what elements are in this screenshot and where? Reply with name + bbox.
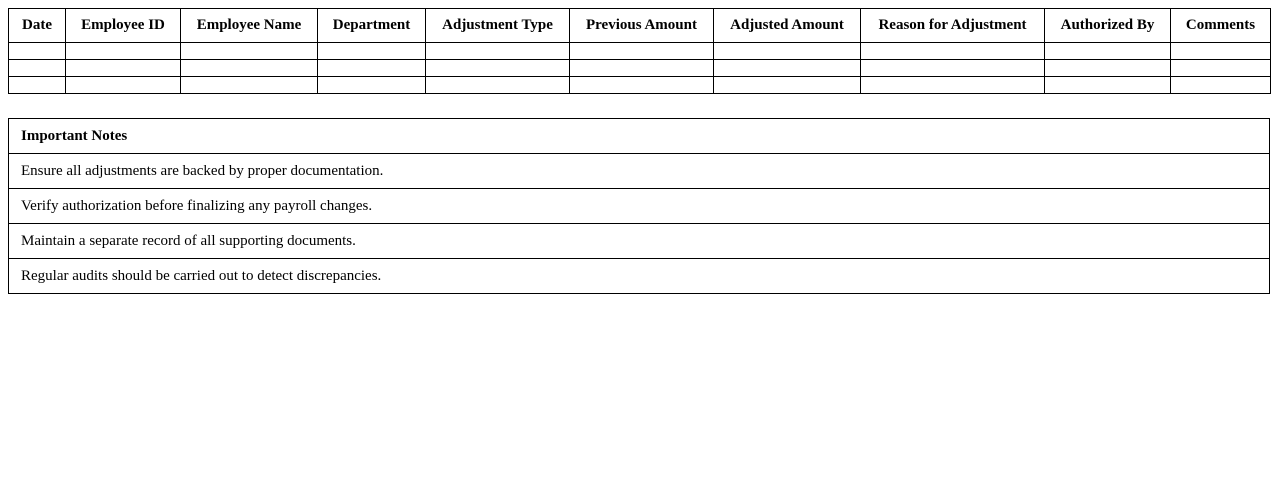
notes-header-row <box>9 119 1270 154</box>
column-header-employee-id: Employee ID <box>66 9 181 43</box>
cell-comments[interactable] <box>1171 77 1271 94</box>
cell-date[interactable] <box>9 77 66 94</box>
cell-employee-name[interactable] <box>181 60 318 77</box>
column-header-date: Date <box>9 9 66 43</box>
column-header-reason: Reason for Adjustment <box>861 9 1045 43</box>
table-row <box>9 60 1271 77</box>
column-header-employee-name: Employee Name <box>181 9 318 43</box>
cell-date[interactable] <box>9 43 66 60</box>
note-row <box>9 224 1270 259</box>
cell-reason[interactable] <box>861 77 1045 94</box>
important-notes-table <box>8 118 1270 294</box>
cell-employee-name[interactable] <box>181 43 318 60</box>
cell-previous-amount[interactable] <box>570 43 714 60</box>
column-header-comments: Comments <box>1171 9 1271 43</box>
note-item: Maintain a separate record of all supporting documents. <box>9 224 1270 259</box>
cell-reason[interactable] <box>861 60 1045 77</box>
cell-adjusted-amount[interactable] <box>714 60 861 77</box>
column-header-adjusted-amount: Adjusted Amount <box>714 9 861 43</box>
adjustments-table <box>8 8 1271 94</box>
table-row <box>9 77 1271 94</box>
cell-adjustment-type[interactable] <box>426 60 570 77</box>
table-header-row <box>9 9 1271 43</box>
cell-authorized-by[interactable] <box>1045 43 1171 60</box>
note-item: Ensure all adjustments are backed by proper documentation. <box>9 154 1270 189</box>
column-header-previous-amount: Previous Amount <box>570 9 714 43</box>
cell-previous-amount[interactable] <box>570 77 714 94</box>
cell-adjustment-type[interactable] <box>426 77 570 94</box>
cell-department[interactable] <box>318 77 426 94</box>
column-header-department: Department <box>318 9 426 43</box>
cell-employee-name[interactable] <box>181 77 318 94</box>
column-header-authorized-by: Authorized By <box>1045 9 1171 43</box>
cell-employee-id[interactable] <box>66 43 181 60</box>
cell-employee-id[interactable] <box>66 77 181 94</box>
note-row <box>9 259 1270 294</box>
table-row <box>9 43 1271 60</box>
cell-employee-id[interactable] <box>66 60 181 77</box>
note-row <box>9 154 1270 189</box>
cell-department[interactable] <box>318 43 426 60</box>
cell-adjusted-amount[interactable] <box>714 77 861 94</box>
cell-comments[interactable] <box>1171 43 1271 60</box>
note-row <box>9 189 1270 224</box>
cell-authorized-by[interactable] <box>1045 60 1171 77</box>
cell-authorized-by[interactable] <box>1045 77 1171 94</box>
cell-previous-amount[interactable] <box>570 60 714 77</box>
payroll-adjustment-sheet <box>8 8 1270 294</box>
note-item: Verify authorization before finalizing any payroll changes. <box>9 189 1270 224</box>
cell-reason[interactable] <box>861 43 1045 60</box>
cell-adjustment-type[interactable] <box>426 43 570 60</box>
cell-comments[interactable] <box>1171 60 1271 77</box>
column-header-adjustment-type: Adjustment Type <box>426 9 570 43</box>
note-item: Regular audits should be carried out to detect discrepancies. <box>9 259 1270 294</box>
cell-department[interactable] <box>318 60 426 77</box>
cell-date[interactable] <box>9 60 66 77</box>
notes-title: Important Notes <box>9 119 1270 154</box>
cell-adjusted-amount[interactable] <box>714 43 861 60</box>
